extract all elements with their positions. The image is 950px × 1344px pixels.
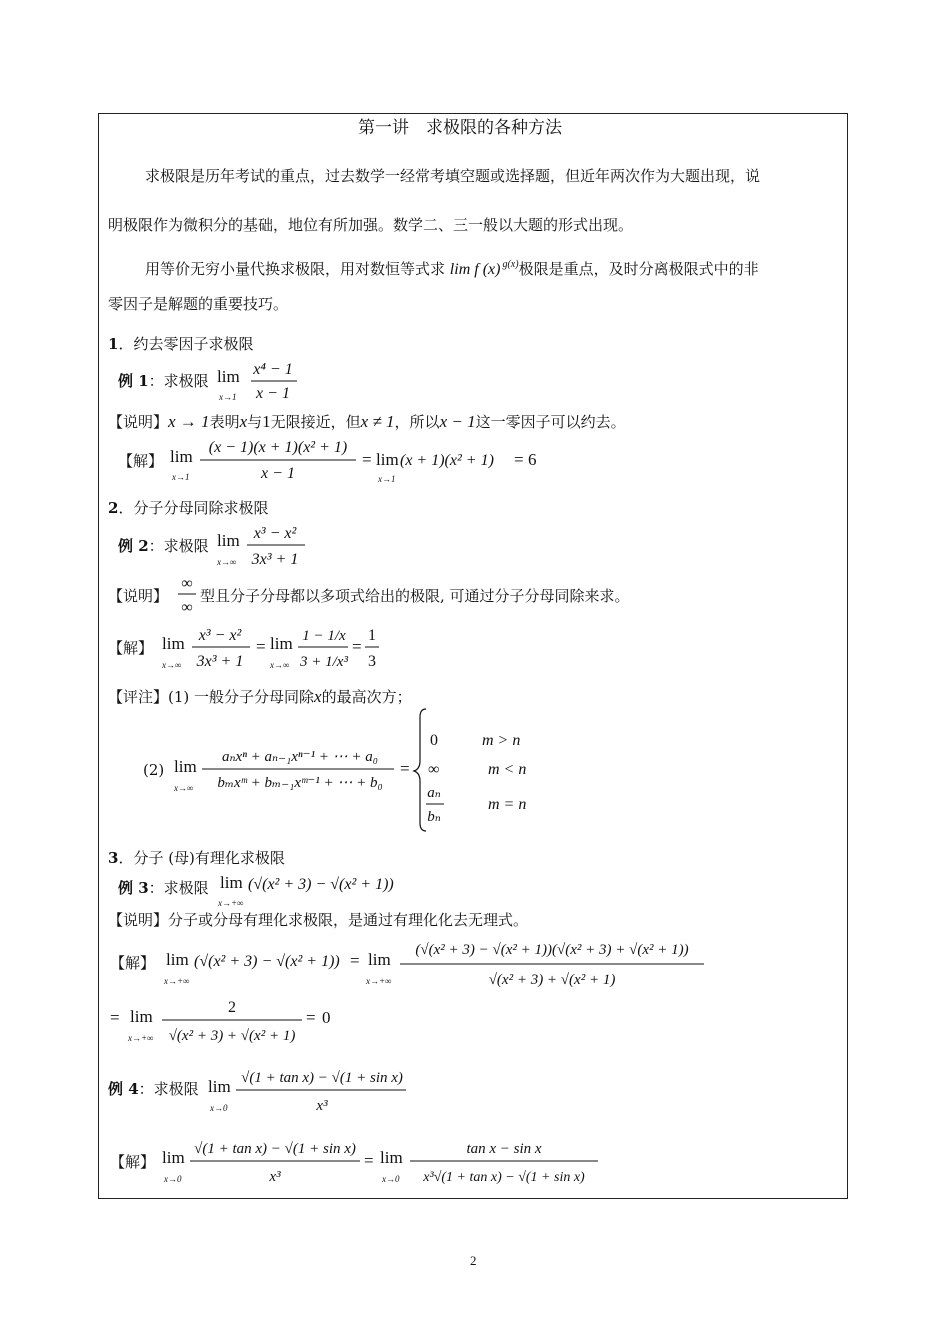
sol4-denominator: x³ [269,1169,281,1185]
sol1-denominator: x − 1 [261,465,295,482]
inf-numerator: ∞ [181,575,193,592]
case-2-value: ∞ [428,761,440,778]
lim: lim [380,1148,403,1167]
ex4-denominator: x³ [316,1098,328,1114]
lim-sub: x→1 [172,472,190,482]
sol3b-denominator: √(x² + 3) + √(x² + 1) [168,1028,296,1044]
comment-label: 【评注】 [108,688,169,706]
explain1-i: x − 1 [439,412,476,431]
sol4-numerator: √(1 + tan x) − √(1 + sin x) [194,1141,356,1157]
explain1-b: 表明 [209,413,240,431]
sol2-mid-denominator: 3 + 1/x³ [300,654,348,670]
inf-over-inf [175,574,199,618]
example3-formula [218,870,418,910]
equals: = [256,637,266,656]
lim: lim [376,450,399,469]
example3-num: 例 3 [118,879,149,897]
lim: lim [217,531,240,550]
lim: lim [217,367,240,386]
c2-denominator: bₘxᵐ + bₘ₋₁xᵐ⁻¹ + ⋯ + b₀ [217,775,383,791]
result-den: 3 [368,653,376,670]
lim: lim [368,950,391,969]
lim: lim [162,634,185,653]
sol3-lhs: (√(x² + 3) − √(x² + 1)) [194,953,340,970]
example1-num: 例 1 [118,372,149,390]
intro-p2-text-a: 用等价无穷小量代换求极限，用对数恒等式求 [145,260,446,278]
sol1-numerator: (x − 1)(x + 1)(x² + 1) [208,439,348,456]
result: 0 [322,1008,331,1027]
page-title: 第一讲 求极限的各种方法 [358,118,562,138]
lim: lim [170,447,193,466]
explain1-g: x ≠ 1 [360,412,395,431]
section2-title: ．分子分母同除求极限 [118,499,269,517]
lim-sub: x→1 [219,392,237,402]
solution3-label: 【解】 [110,954,156,972]
ex4-numerator: √(1 + tan x) − √(1 + sin x) [241,1070,403,1086]
solution4-label: 【解】 [110,1153,156,1171]
example3-label [118,881,209,896]
explain1-c: x [239,412,248,431]
result: 6 [528,450,537,469]
intro-p1-line1: 求极限是历年考试的重点，过去数学一经常考填空题或选择题，但近年两次作为大题出现，说 [145,167,761,185]
example2-formula [215,520,315,572]
case-3-cond: m = n [488,796,527,813]
sol2-numerator: x³ − x² [198,627,242,644]
section3-num: 3 [108,849,119,867]
case-3-num: aₙ [427,785,441,801]
equals: = [352,637,362,656]
example1-prompt: ：求极限 [148,372,209,390]
case-3-den: bₙ [427,809,441,825]
example2-label [118,539,209,554]
solution3-continuation [110,994,350,1054]
equals: = [110,1008,120,1027]
section1-title: ．约去零因子求极限 [118,335,254,353]
sol3-numerator: (√(x² + 3) − √(x² + 1))(√(x² + 3) + √(x² + 1)) [415,942,689,958]
solution2-label: 【解】 [108,639,154,657]
result-num: 1 [368,627,376,644]
solution3-formula [162,934,722,996]
example1-label [118,374,209,389]
example2-num: 例 2 [118,537,149,555]
explain1-d: 与 [247,413,263,431]
equals: = [400,759,410,778]
lim-sub: x→∞ [270,660,290,670]
section2-num: 2 [108,499,119,517]
sol2-mid-numerator: 1 − 1/x [302,628,346,644]
lim-sub: x→+∞ [164,976,190,986]
solution2-formula [160,620,400,690]
example3-prompt: ：求极限 [148,879,209,897]
equals: = [362,450,372,469]
example4-num: 例 4 [108,1080,139,1098]
explain3 [108,913,528,928]
intro-p2-text-b: 极限是重点，及时分离极限式中的非 [518,260,759,278]
section3-title: ．分子 (母)有理化求极限 [118,849,285,867]
intro-p2-exp: g(x) [502,259,519,270]
case-1-value: 0 [430,732,438,749]
lim: lim [208,1077,231,1096]
explain1-label: 【说明】 [108,413,169,431]
equals: = [364,1151,374,1170]
explain1 [108,413,626,430]
comment-1-text: (1) 一般分子分母同除 [168,688,315,706]
example4-prompt: ：求极限 [138,1080,199,1098]
comment-2-formula [172,705,552,840]
explain1-a: x → 1 [168,412,210,431]
ex1-denominator: x − 1 [256,385,290,402]
explain3-label: 【说明】 [108,911,169,929]
lim-sub: x→+∞ [366,976,392,986]
case-2-cond: m < n [488,761,527,778]
comment-1 [108,688,412,705]
solution4-formula [160,1134,610,1194]
lim: lim [220,873,243,892]
section2-heading [108,501,268,516]
sol3b-numerator: 2 [228,999,236,1016]
comment-1-var: x [314,687,322,706]
lim: lim [166,950,189,969]
inf-denominator: ∞ [181,599,193,616]
comment-1-end: 的最高次方； [321,688,412,706]
sol2-denominator: 3x³ + 1 [196,653,244,670]
section3-heading [108,851,285,866]
ex3-expression: (√(x² + 3) − √(x² + 1)) [248,876,394,893]
sol4-rhs-numerator: tan x − sin x [466,1141,542,1157]
ex2-numerator: x³ − x² [253,525,297,542]
case-1-cond: m > n [482,732,521,749]
lim-sub: x→1 [378,474,396,484]
example4-label [108,1082,199,1097]
lim-sub: x→+∞ [128,1033,154,1043]
page-number: 2 [470,1253,477,1268]
lim: lim [162,1148,185,1167]
lim-sub: x→∞ [217,557,237,567]
lim-sub: x→0 [210,1103,228,1113]
intro-p1-line2: 明极限作为微积分的基础，地位有所加强。数学二、三一般以大题的形式出现。 [108,216,634,234]
lim-sub: x→0 [382,1174,400,1184]
explain2-text: 型且分子分母都以多项式给出的极限, 可通过分子分母同除来求。 [200,587,630,605]
explain3-text: 分子或分母有理化求极限，是通过有理化化去无理式。 [168,911,529,929]
explain1-h: ，所以 [394,413,440,431]
lim-sub: x→0 [164,1174,182,1184]
intro-p2-line2: 零因子是解题的重要技巧。 [108,295,289,313]
left-brace [414,709,426,831]
section1-heading [108,337,253,352]
explain2-label: 【说明】 [108,587,169,605]
sol4-rhs-denominator: x³√(1 + tan x) − √(1 + sin x) [423,1170,585,1185]
sol1-rhs: (x + 1)(x² + 1) [400,452,494,469]
lim-sub: x→∞ [174,783,194,793]
solution1-label: 【解】 [118,452,164,470]
ex1-numerator: x⁴ − 1 [253,361,293,378]
ex2-denominator: 3x³ + 1 [251,551,299,568]
example2-prompt: ：求极限 [148,537,209,555]
intro-p2-line1 [145,259,759,278]
equals: = [514,450,524,469]
intro-p2-expr: lim f (x) [449,261,501,278]
sol3-denominator: √(x² + 3) + √(x² + 1) [488,972,616,988]
example4-formula [206,1064,416,1120]
example1-formula [215,356,305,406]
section1-num: 1 [108,335,119,353]
explain1-e: 1 [262,412,271,431]
comment-2-label: (2) [143,761,165,779]
solution1-formula [168,434,568,486]
lim: lim [174,757,197,776]
lim-sub: x→∞ [162,660,182,670]
equals: = [350,951,360,970]
equals: = [306,1008,316,1027]
lim-sub: x→+∞ [218,898,244,908]
lim: lim [130,1007,153,1026]
explain1-j: 这一零因子可以约去。 [475,413,626,431]
c2-numerator: aₙxⁿ + aₙ₋₁xⁿ⁻¹ + ⋯ + a₀ [221,749,379,765]
lim: lim [270,634,293,653]
explain1-f: 无限接近，但 [270,413,361,431]
